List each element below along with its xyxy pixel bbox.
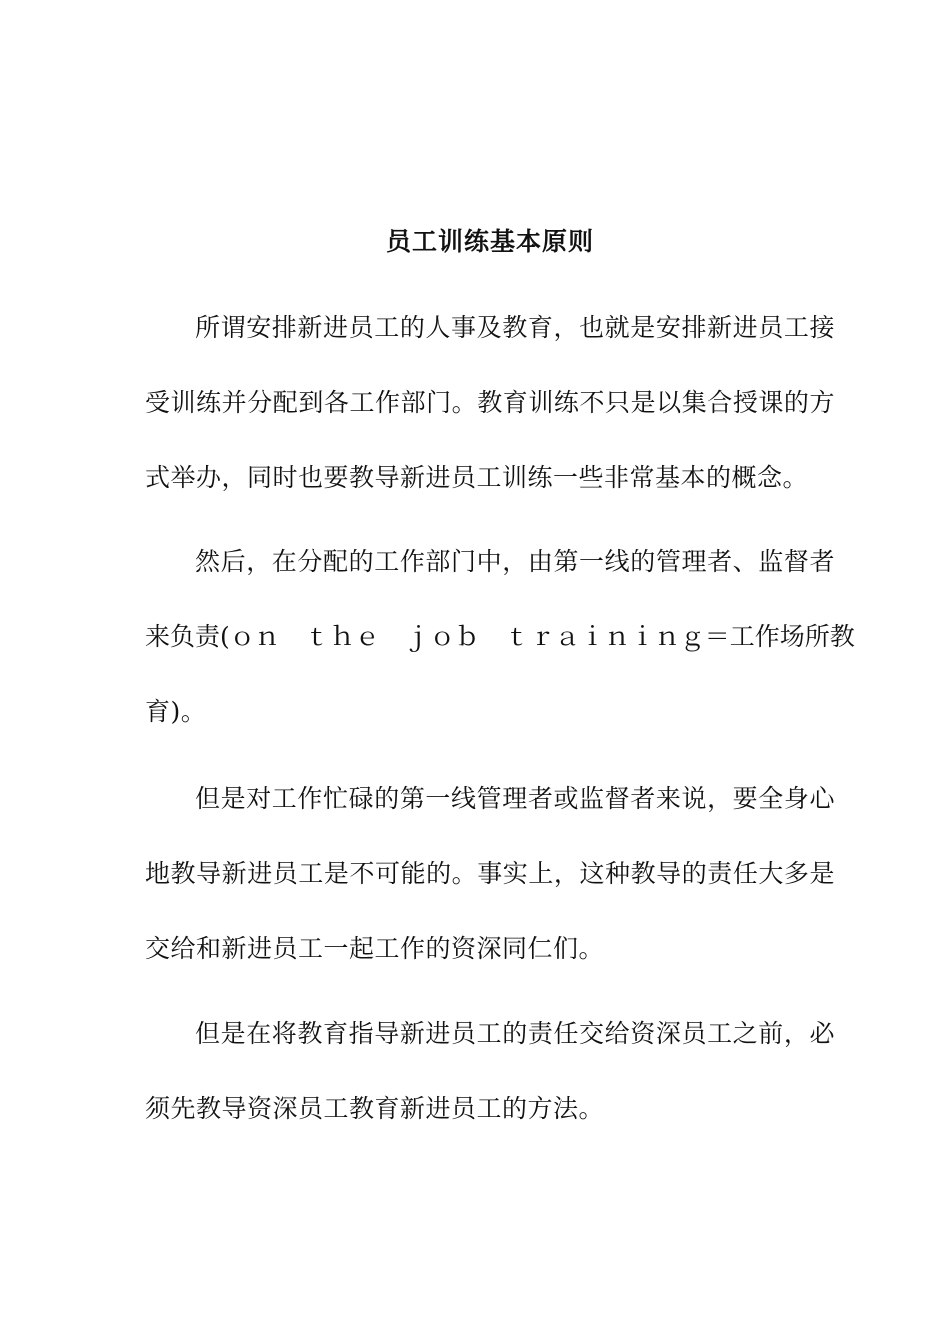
paragraph-1-line-2: 受训练并分配到各工作部门。教育训练不只是以集合授课的方 xyxy=(145,388,835,417)
paragraph-1-line-1: 所谓安排新进员工的人事及教育，也就是安排新进员工接 xyxy=(195,313,835,342)
paragraph-2-line-3: 育)。 xyxy=(145,697,207,726)
paragraph-4-line-2: 须先教导资深员工教育新进员工的方法。 xyxy=(145,1094,605,1123)
paragraph-2-line-2: 来负责(ｏｎ ｔｈｅ ｊｏｂ ｔｒａｉｎｉｎｇ＝工作场所教 xyxy=(145,622,855,651)
paragraph-2-line-1: 然后，在分配的工作部门中，由第一线的管理者、监督者 xyxy=(195,547,835,576)
paragraph-3-line-2: 地教导新进员工是不可能的。事实上，这种教导的责任大多是 xyxy=(145,859,835,888)
paragraph-1-line-3: 式举办，同时也要教导新进员工训练一些非常基本的概念。 xyxy=(145,463,809,492)
paragraph-3-line-3: 交给和新进员工一起工作的资深同仁们。 xyxy=(145,934,605,963)
paragraph-4-line-1: 但是在将教育指导新进员工的责任交给资深员工之前，必 xyxy=(195,1019,835,1048)
paragraph-3-line-1: 但是对工作忙碌的第一线管理者或监督者来说，要全身心 xyxy=(195,784,835,813)
document-title: 员工训练基本原则 xyxy=(385,227,594,256)
